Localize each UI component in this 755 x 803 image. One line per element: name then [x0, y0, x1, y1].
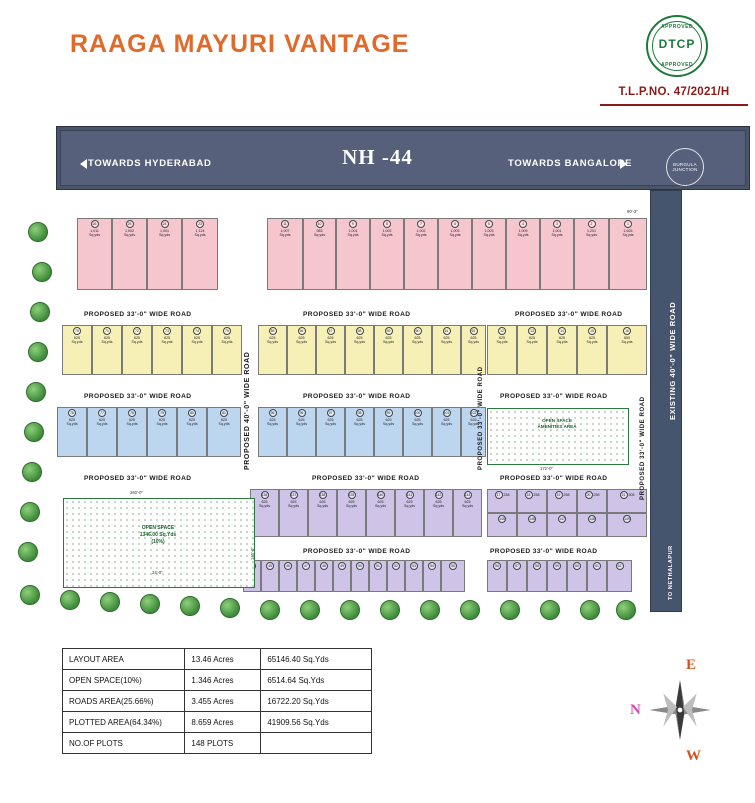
plot-15[interactable]: 15 625 Sq.yds [577, 325, 607, 375]
tree-icon [580, 600, 600, 620]
plot-100[interactable]: 100 625 Sq.yds [403, 407, 432, 457]
plot-26[interactable]: 26 1,011 Sq.yds [77, 218, 112, 290]
compass-west-label: W [686, 748, 701, 764]
permit-number: T.L.P.NO. 47/2021/H [618, 86, 730, 98]
tree-icon [420, 600, 440, 620]
table-cell-acres: 148 PLOTS [185, 733, 261, 754]
plot-79[interactable]: 79 625 Sq.yds [147, 407, 177, 457]
stamp-dtcp-text: DTCP [658, 37, 696, 51]
plot-11[interactable]: 11 1,007 Sq.yds [267, 218, 303, 290]
plot-73[interactable]: 73 625 Sq.yds [152, 325, 182, 375]
table-cell-sqyds: 6514.64 Sq.Yds [261, 670, 372, 691]
plot-77[interactable]: 77 625 Sq.yds [87, 407, 117, 457]
tree-icon [22, 462, 42, 482]
plot-56[interactable]: 56 625 Sq.yds [287, 325, 316, 375]
plot-5[interactable]: 5 1,003 Sq.yds [472, 218, 506, 290]
area-statement-body [63, 649, 372, 754]
tree-icon [18, 542, 38, 562]
plot-3[interactable]: 3 1,001 Sq.yds [540, 218, 574, 290]
table-row [63, 649, 372, 670]
table-cell-acres: 8.659 Acres [185, 712, 261, 733]
plot-99[interactable]: 99 625 Sq.yds [374, 407, 403, 457]
road-label-33-1: PROPOSED 33'-0" WIDE ROAD [84, 311, 192, 318]
plot-12[interactable]: 12 625 Sq.yds [487, 325, 517, 375]
plot-9[interactable]: 9 1,001 Sq.yds [336, 218, 370, 290]
road-label-33-8: PROPOSED 33'-0" WIDE ROAD [312, 475, 420, 482]
tree-icon [100, 592, 120, 612]
plot-147[interactable]: 147 [547, 513, 577, 537]
stamp-approved-bottom: APPROVED [660, 62, 694, 68]
tree-icon [28, 342, 48, 362]
highway-right-direction: TOWARDS BANGALORE [508, 158, 633, 169]
plot-19[interactable]: 19 258 [547, 489, 577, 513]
stamp-approved-top: APPROVED [660, 24, 694, 30]
plot-21[interactable]: 21 305 [607, 489, 647, 513]
table-cell-item: ROADS AREA(25.66%) [63, 691, 185, 712]
compass-north-label: N [630, 702, 641, 718]
tree-icon [340, 600, 360, 620]
tree-icon [460, 600, 480, 620]
road-label-33-11: PROPOSED 33'-0" WIDE ROAD [490, 548, 598, 555]
road-label-33-10: PROPOSED 33'-0" WIDE ROAD [303, 548, 411, 555]
tree-icon [260, 600, 280, 620]
road-label-33-vertical-b: PROPOSED 33'-0" WIDE ROAD [640, 396, 646, 500]
plot-141[interactable]: 141 625 Sq.yds [395, 489, 424, 537]
plot-96[interactable]: 96 625 Sq.yds [287, 407, 316, 457]
compass-star-icon [650, 680, 710, 740]
amenities-label-line1: OPEN SPACE [542, 418, 572, 423]
table-cell-acres: 3.455 Acres [185, 691, 261, 712]
plot-b12[interactable]: 55 [441, 560, 465, 592]
plot-60[interactable]: 60 625 Sq.yds [403, 325, 432, 375]
open-space-label [88, 525, 228, 546]
plot-8[interactable]: 8 1,002 Sq.yds [370, 218, 404, 290]
plot-70[interactable]: 70 625 Sq.yds [62, 325, 92, 375]
plot-b8[interactable]: 51 [369, 560, 387, 592]
area-statement-table [62, 648, 372, 754]
plot-7[interactable]: 7 1,002 Sq.yds [404, 218, 438, 290]
tree-icon [300, 600, 320, 620]
table-cell-acres: 1.346 Acres [185, 670, 261, 691]
road-label-33-9: PROPOSED 33'-0" WIDE ROAD [500, 475, 608, 482]
plot-61[interactable]: 61 625 Sq.yds [432, 325, 461, 375]
road-label-40-vertical: PROPOSED 40'-0" WIDE ROAD [244, 351, 251, 470]
road-label-33-3: PROPOSED 33'-0" WIDE ROAD [515, 311, 623, 318]
plot-142[interactable]: 142 625 Sq.yds [424, 489, 453, 537]
open-space-label-line1: OPEN SPACE [141, 525, 175, 531]
plot-137[interactable]: 137 625 Sq.yds [279, 489, 308, 537]
tree-icon [20, 585, 40, 605]
plot-b3[interactable]: 46 [279, 560, 297, 592]
page-title: RAAGA MAYURI VANTAGE [70, 30, 410, 58]
road-label-33-5: PROPOSED 33'-0" WIDE ROAD [303, 393, 411, 400]
plot-b2[interactable]: 45 [261, 560, 279, 592]
tree-icon [28, 222, 48, 242]
plot-b10[interactable]: 53 [405, 560, 423, 592]
plot-25[interactable]: 25 1,002 Sq.yds [112, 218, 147, 290]
tree-icon [60, 590, 80, 610]
plot-13[interactable]: 13 625 Sq.yds [517, 325, 547, 375]
plot-b6[interactable]: 49 [333, 560, 351, 592]
plot-b18[interactable]: 61 [587, 560, 607, 592]
plot-62[interactable]: 62 625 Sq.yds [461, 325, 486, 375]
amenities-open-space-label [492, 418, 622, 431]
road-label-33-7: PROPOSED 33'-0" WIDE ROAD [84, 475, 192, 482]
plot-71[interactable]: 71 625 Sq.yds [92, 325, 122, 375]
tree-icon [32, 262, 52, 282]
plot-58[interactable]: 58 625 Sq.yds [345, 325, 374, 375]
plot-75[interactable]: 75 625 Sq.yds [212, 325, 242, 375]
plot-2[interactable]: 2 1,201 Sq.yds [574, 218, 609, 290]
plot-95[interactable]: 95 625 Sq.yds [258, 407, 287, 457]
tree-icon [180, 596, 200, 616]
plot-72[interactable]: 72 625 Sq.yds [122, 325, 152, 375]
open-space-height-dim: 145'-0" [250, 547, 255, 560]
table-cell-item: OPEN SPACE(10%) [63, 670, 185, 691]
tree-icon [616, 600, 636, 620]
plot-1[interactable]: 1 1,625 Sq.yds [609, 218, 647, 290]
plot-102[interactable]: 102 625 Sq.yds [461, 407, 486, 457]
plot-57[interactable]: 57 625 Sq.yds [316, 325, 345, 375]
plot-b11[interactable]: 54 [423, 560, 441, 592]
plot-81[interactable]: 81 625 Sq.yds [207, 407, 241, 457]
plot-b19[interactable]: 62 [607, 560, 632, 592]
open-space-label-line2: 1346.00 Sq.Yds [139, 532, 177, 538]
table-row [63, 691, 372, 712]
tree-icon [30, 302, 50, 322]
open-space-label-line3: (10%) [151, 539, 165, 545]
tree-icon [24, 422, 44, 442]
plot-139[interactable]: 139 625 Sq.yds [337, 489, 366, 537]
plot-4[interactable]: 4 1,009 Sq.yds [506, 218, 540, 290]
tree-icon [220, 598, 240, 618]
open-space-slant-dim: 24'-0" [152, 570, 163, 575]
tree-icon [140, 594, 160, 614]
plot-76[interactable]: 76 625 Sq.yds [57, 407, 87, 457]
road-label-33-6: PROPOSED 33'-0" WIDE ROAD [500, 393, 608, 400]
plot-101[interactable]: 101 625 Sq.yds [432, 407, 461, 457]
plot-23[interactable]: 23 1,124 Sq.yds [182, 218, 218, 290]
table-cell-sqyds: 41909.56 Sq.Yds [261, 712, 372, 733]
plot-143[interactable]: 143 625 Sq.yds [453, 489, 482, 537]
plot-16[interactable]: 16 800 Sq.yds [607, 325, 647, 375]
amenities-open-space [487, 408, 629, 465]
dim-north-1: 90'-3" [627, 209, 638, 214]
plot-17[interactable]: 17 258 [487, 489, 517, 513]
plot-b16[interactable]: 59 [547, 560, 567, 592]
plot-148[interactable]: 148 [577, 513, 607, 537]
road-label-33-4: PROPOSED 33'-0" WIDE ROAD [84, 393, 192, 400]
tree-icon [380, 600, 400, 620]
junction-marker: BURGULA JUNCTION [666, 148, 704, 186]
plot-b5[interactable]: 48 [315, 560, 333, 592]
table-cell-sqyds: 65146.40 Sq.Yds [261, 649, 372, 670]
tree-icon [20, 502, 40, 522]
plot-b7[interactable]: 50 [351, 560, 369, 592]
plot-138[interactable]: 138 625 Sq.yds [308, 489, 337, 537]
to-nethalapur-label: TO NETHALAPUR [668, 545, 674, 600]
compass-rose [620, 657, 740, 780]
plot-145[interactable]: 145 [487, 513, 517, 537]
table-cell-sqyds [261, 733, 372, 754]
existing-40ft-road-label: EXISTING 40'-0" WIDE ROAD [668, 301, 677, 420]
compass-east-label: E [686, 657, 697, 673]
tree-icon [540, 600, 560, 620]
amenities-width-dim: 172'-0" [540, 466, 553, 471]
table-cell-item: LAYOUT AREA [63, 649, 185, 670]
plot-149[interactable]: 149 [607, 513, 647, 537]
table-cell-acres: 13.46 Acres [185, 649, 261, 670]
plot-140[interactable]: 140 625 Sq.yds [366, 489, 395, 537]
table-cell-item: PLOTTED AREA(64.34%) [63, 712, 185, 733]
plot-59[interactable]: 59 625 Sq.yds [374, 325, 403, 375]
tree-icon [500, 600, 520, 620]
plot-146[interactable]: 146 [517, 513, 547, 537]
plot-136[interactable]: 136 625 Sq.yds [250, 489, 279, 537]
plot-24[interactable]: 24 1,001 Sq.yds [147, 218, 182, 290]
table-row [63, 670, 372, 691]
plot-98[interactable]: 98 625 Sq.yds [345, 407, 374, 457]
table-row [63, 733, 372, 754]
tree-icon [26, 382, 46, 402]
plot-78[interactable]: 78 625 Sq.yds [117, 407, 147, 457]
open-space-width-dim: 260'-0" [130, 490, 143, 495]
plot-6[interactable]: 6 1,003 Sq.yds [438, 218, 472, 290]
plot-b13[interactable]: 56 [487, 560, 507, 592]
amenities-label-line2: AMENITIES AREA [537, 424, 577, 430]
plot-b14[interactable]: 57 [507, 560, 527, 592]
existing-40ft-road [650, 190, 682, 612]
plot-55[interactable]: 55 625 Sq.yds [258, 325, 287, 375]
table-cell-sqyds: 16722.20 Sq.Yds [261, 691, 372, 712]
plot-80[interactable]: 80 625 Sq.yds [177, 407, 207, 457]
highway-left-direction: TOWARDS HYDERABAD [88, 158, 212, 169]
plot-74[interactable]: 74 625 Sq.yds [182, 325, 212, 375]
plot-18[interactable]: 18 258 [517, 489, 547, 513]
plot-b15[interactable]: 58 [527, 560, 547, 592]
plot-b4[interactable]: 47 [297, 560, 315, 592]
plot-b17[interactable]: 60 [567, 560, 587, 592]
plot-14[interactable]: 14 625 Sq.yds [547, 325, 577, 375]
plot-b9[interactable]: 52 [387, 560, 405, 592]
table-cell-item: NO.OF PLOTS [63, 733, 185, 754]
road-label-33-2: PROPOSED 33'-0" WIDE ROAD [303, 311, 411, 318]
highway-name: NH -44 [342, 145, 413, 169]
road-label-33-vertical-a: PROPOSED 33'-0" WIDE ROAD [478, 366, 484, 470]
plot-20[interactable]: 20 258 [577, 489, 607, 513]
plot-10[interactable]: 10 983 Sq.yds [303, 218, 336, 290]
plot-97[interactable]: 97 625 Sq.yds [316, 407, 345, 457]
table-row [63, 712, 372, 733]
